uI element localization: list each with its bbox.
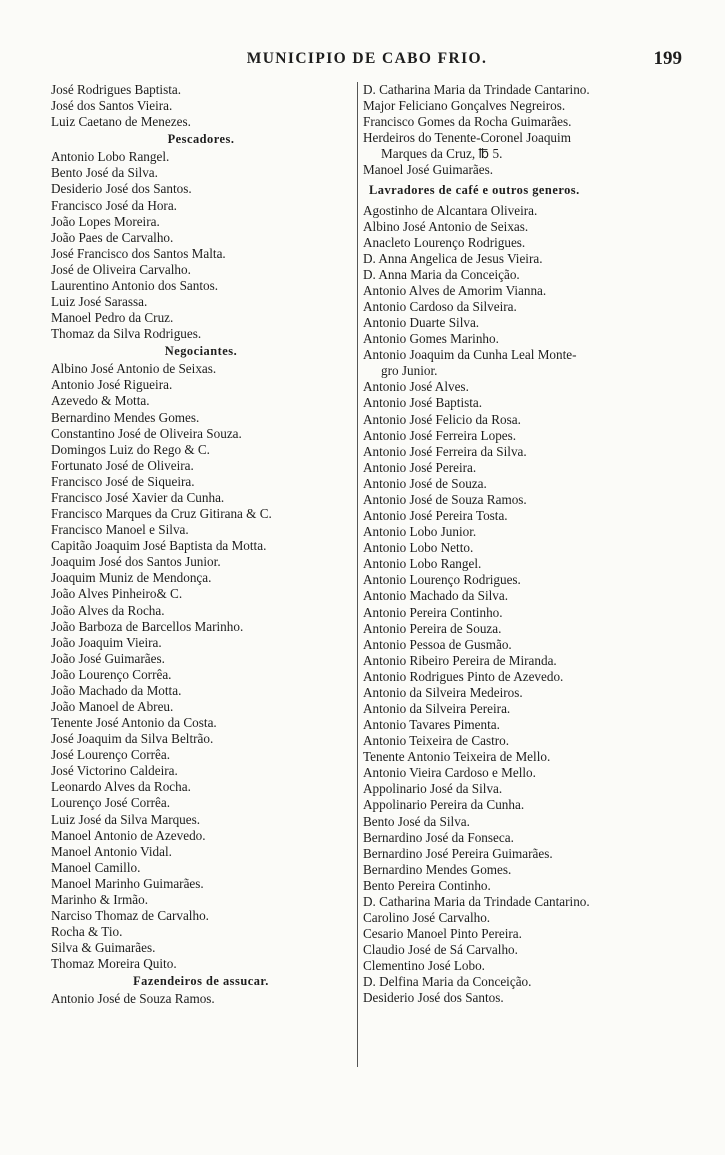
list-item: Antonio José Pereira. [363, 459, 477, 475]
list-item: Fortunato José de Oliveira. [51, 457, 194, 473]
section-heading-lavradores: Lavradores de café e outros generos. [369, 183, 580, 198]
section-heading-pescadores: Pescadores. [167, 132, 235, 147]
list-item: Antonio Cardoso da Silveira. [363, 299, 517, 315]
list-item: João Barboza de Barcellos Marinho. [51, 618, 244, 634]
list-item: João Alves da Rocha. [51, 602, 165, 618]
list-item: Cesario Manoel Pinto Pereira. [363, 926, 522, 942]
list-item: Albino José Antonio de Seixas. [51, 361, 217, 377]
list-item: Azevedo & Motta. [51, 393, 150, 409]
list-item: D. Catharina Maria da Trindade Cantarino. [363, 893, 590, 909]
list-item: Anacleto Lourenço Rodrigues. [363, 234, 526, 250]
list-item: Desiderio José dos Santos. [363, 990, 504, 1006]
list-item: Antonio Ribeiro Pereira de Miranda. [363, 652, 557, 668]
list-item: Antonio José Baptista. [363, 395, 483, 411]
list-item: Joaquim José dos Santos Junior. [51, 554, 221, 570]
list-item: Major Feliciano Gonçalves Negreiros. [363, 98, 566, 114]
list-item: Marinho & Irmão. [51, 891, 149, 907]
list-item: Antonio José Rigueira. [51, 377, 173, 393]
list-item: Herdeiros do Tenente-Coronel Joaquim [363, 130, 571, 146]
list-item: Antonio Lourenço Rodrigues. [363, 572, 521, 588]
list-item: Francisco Manoel e Silva. [51, 522, 189, 538]
list-item: Antonio José Alves. [363, 379, 469, 395]
list-item: João José Guimarães. [51, 650, 165, 666]
list-item: Bernardino José da Fonseca. [363, 829, 514, 845]
list-item: Thomaz da Silva Rodrigues. [51, 326, 202, 342]
list-item: Bernardino Mendes Gomes. [363, 861, 512, 877]
list-item: Agostinho de Alcantara Oliveira. [363, 202, 538, 218]
page-title: MUNICIPIO DE CABO FRIO. [246, 50, 488, 67]
list-item: José Francisco dos Santos Malta. [51, 245, 226, 261]
right-column [363, 82, 681, 1006]
list-item: Antonio Tavares Pimenta. [363, 717, 500, 733]
list-item: José Victorino Caldeira. [51, 763, 178, 779]
page-number: 199 [653, 48, 682, 69]
left-top-list [51, 82, 351, 130]
list-item: João Lourenço Corrêa. [51, 666, 172, 682]
list-item: Narciso Thomaz de Carvalho. [51, 907, 209, 923]
list-item: Antonio Lobo Rangel. [51, 149, 170, 165]
list-item: Luiz José da Silva Marques. [51, 811, 201, 827]
list-item: Antonio José de Souza Ramos. [363, 491, 527, 507]
list-item: Francisco Marques da Cruz Gitirana & C. [51, 506, 272, 522]
list-item: Tenente Antonio Teixeira de Mello. [363, 749, 551, 765]
list-item: José Rodrigues Baptista. [51, 82, 182, 97]
list-item: Clementino José Lobo. [363, 958, 485, 974]
list-item: Antonio Machado da Silva. [363, 588, 509, 604]
list-item: José Lourenço Corrêa. [51, 747, 171, 763]
list-item: Manoel Marinho Guimarães. [51, 875, 204, 891]
list-item: Antonio Vieira Cardoso e Mello. [363, 765, 536, 781]
list-item: João Manoel de Abreu. [51, 698, 174, 714]
list-item: Antonio Joaquim da Cunha Leal Monte- [363, 347, 577, 363]
list-item: Antonio José de Souza Ramos. [51, 991, 215, 1007]
lavradores-list [363, 203, 681, 1007]
list-item: Antonio Pereira Continho. [363, 604, 503, 620]
list-item: Francisco José da Hora. [51, 197, 177, 213]
list-item: Antonio Lobo Netto. [363, 540, 474, 556]
list-item: José de Oliveira Carvalho. [51, 261, 191, 277]
list-item: Thomaz Moreira Quito. [51, 956, 177, 972]
list-item: Bernardino José Pereira Guimarães. [363, 845, 553, 861]
list-item: Bento José da Silva. [51, 165, 158, 181]
right-top-list [363, 82, 681, 178]
list-item: D. Catharina Maria da Trindade Cantarino. [363, 82, 590, 97]
list-item: Bento José da Silva. [363, 813, 470, 829]
list-item: Antonio da Silveira Medeiros. [363, 684, 523, 700]
section-heading-negociantes: Negociantes. [164, 344, 238, 359]
list-item: Albino José Antonio de Seixas. [363, 218, 529, 234]
list-item: Capitão Joaquim José Baptista da Motta. [51, 538, 267, 554]
page-header [52, 50, 682, 74]
list-item: Manoel José Guimarães. [363, 162, 494, 178]
list-item: Antonio José Ferreira Lopes. [363, 427, 517, 443]
list-item: Marques da Cruz, ℔ 5. [381, 146, 503, 162]
list-item: Antonio Rodrigues Pinto de Azevedo. [363, 668, 564, 684]
list-item: Antonio José Felicio da Rosa. [363, 411, 521, 427]
list-item: D. Anna Angelica de Jesus Vieira. [363, 250, 543, 266]
list-item: Manoel Pedro da Cruz. [51, 310, 174, 326]
column-divider [357, 82, 358, 1067]
list-item: Leonardo Alves da Rocha. [51, 779, 191, 795]
list-item: Appolinario José da Silva. [363, 781, 503, 797]
list-item: Antonio José de Souza. [363, 475, 487, 491]
list-item: Tenente José Antonio da Costa. [51, 715, 217, 731]
list-item: Laurentino Antonio dos Santos. [51, 277, 219, 293]
negociantes-list [51, 361, 351, 972]
list-item: Antonio Lobo Junior. [363, 524, 477, 540]
list-item: Claudio José de Sá Carvalho. [363, 942, 518, 958]
list-item: José Joaquim da Silva Beltrão. [51, 731, 214, 747]
list-item: João Lopes Moreira. [51, 213, 160, 229]
list-item: gro Junior. [381, 363, 438, 379]
list-item: Francisco José Xavier da Cunha. [51, 489, 225, 505]
list-item: Antonio Teixeira de Castro. [363, 733, 510, 749]
list-item: João Machado da Motta. [51, 682, 182, 698]
list-item: Constantino José de Oliveira Souza. [51, 425, 242, 441]
list-item: Silva & Guimarães. [51, 940, 156, 956]
list-item: Antonio Pereira de Souza. [363, 620, 502, 636]
list-item: Manoel Antonio de Azevedo. [51, 827, 206, 843]
list-item: Luiz José Sarassa. [51, 294, 148, 310]
list-item: Lourenço José Corrêa. [51, 795, 171, 811]
list-item: Luiz Caetano de Menezes. [51, 114, 191, 130]
section-heading-fazendeiros: Fazendeiros de assucar. [133, 974, 269, 989]
list-item: Antonio Gomes Marinho. [363, 331, 499, 347]
list-item: Carolino José Carvalho. [363, 909, 491, 925]
list-item: João Joaquim Vieira. [51, 634, 162, 650]
list-item: Antonio José Ferreira da Silva. [363, 443, 527, 459]
list-item: João Paes de Carvalho. [51, 229, 174, 245]
list-item: Antonio José Pereira Tosta. [363, 508, 508, 524]
list-item: Joaquim Muniz de Mendonça. [51, 570, 212, 586]
list-item: Antonio Lobo Rangel. [363, 556, 482, 572]
list-item: José dos Santos Vieira. [51, 98, 173, 114]
list-item: Francisco Gomes da Rocha Guimarães. [363, 114, 572, 130]
list-item: Domingos Luiz do Rego & C. [51, 441, 210, 457]
list-item: D. Anna Maria da Conceição. [363, 266, 520, 282]
left-column [51, 82, 351, 1007]
list-item: Manoel Antonio Vidal. [51, 843, 172, 859]
list-item: Antonio da Silveira Pereira. [363, 700, 511, 716]
list-item: Manoel Camillo. [51, 859, 141, 875]
list-item: Bento Pereira Continho. [363, 877, 491, 893]
list-item: João Alves Pinheiro& C. [51, 586, 183, 602]
list-item: Rocha & Tio. [51, 924, 123, 940]
list-item: Bernardino Mendes Gomes. [51, 409, 200, 425]
fazendeiros-list [51, 991, 351, 1007]
list-item: Antonio Duarte Silva. [363, 315, 480, 331]
list-item: D. Delfina Maria da Conceição. [363, 974, 532, 990]
list-item: Antonio Alves de Amorim Vianna. [363, 282, 547, 298]
pescadores-list [51, 149, 351, 342]
list-item: Desiderio José dos Santos. [51, 181, 192, 197]
list-item: Antonio Pessoa de Gusmão. [363, 636, 512, 652]
list-item: Appolinario Pereira da Cunha. [363, 797, 525, 813]
list-item: Francisco José de Siqueira. [51, 473, 195, 489]
